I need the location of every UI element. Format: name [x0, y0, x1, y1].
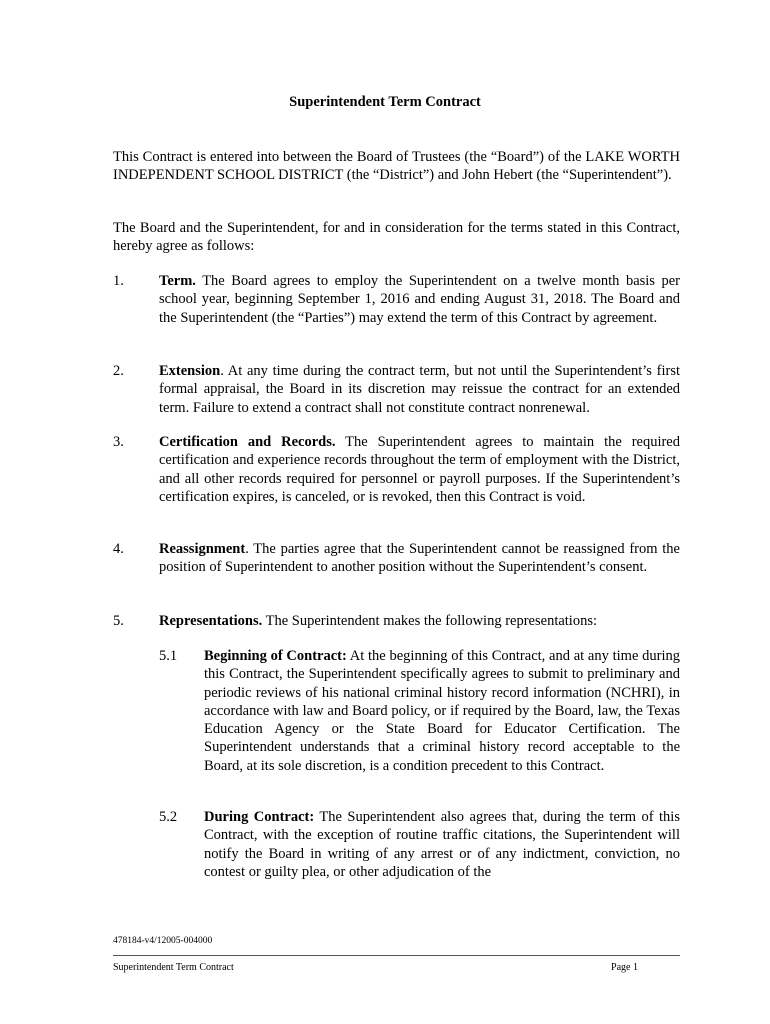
section-text: . At any time during the contract term, but not until the Superintendent’s first formal appraisal, the Board in its discretion may reissue the contract for an extended term. Failure to extend a contract shall not constitute contract nonrenewal. [159, 363, 680, 416]
agreement-paragraph: The Board and the Superintendent, for and in consideration for the terms stated in this Contract, hereby agree as follows: [113, 220, 680, 255]
section-number: 4. [113, 541, 124, 557]
section-heading: Reassignment [159, 541, 246, 557]
document-id: 478184-v4/12005-004000 [113, 936, 213, 946]
section-text: The Superintendent makes the following representations: [262, 613, 598, 629]
footer-divider [113, 955, 680, 956]
subsection-during-contract [159, 808, 680, 881]
subsection-text: The Superintendent also agrees that, during the term of this Contract, with the exception of routine traffic citations, the Superintendent will notify the Board in writing of any arrest or of any indictment, conviction, no contest or guilty plea, or other adjudication of the [204, 809, 680, 880]
section-text: . The parties agree that the Superintendent cannot be reassigned from the position of Superintendent to another position without the Superintendent’s consent. [159, 541, 680, 576]
subsection-beginning-of-contract [159, 647, 680, 775]
subsection-heading: Beginning of Contract: [204, 648, 347, 664]
section-representations [113, 612, 680, 630]
section-number: 1. [113, 273, 124, 289]
section-reassignment [113, 540, 680, 577]
section-number: 3. [113, 434, 124, 450]
subsection-text: At the beginning of this Contract, and at any time during this Contract, the Superintendent specifically agrees to submit to preliminary and periodic reviews of his national criminal history record information (NCHRI), in accordance with law and Board policy, or if required by the Board, law, the Texas Education Agency or the State Board for Educator Certification. The Superintendent understands that a criminal history record acceptable to the Board, at its sole discretion, is a condition precedent to this Contract. [204, 648, 680, 774]
section-heading: Extension [159, 363, 221, 379]
subsection-number: 5.1 [159, 648, 178, 664]
page-number: Page 1 [611, 962, 638, 973]
section-heading: Representations. [159, 613, 263, 629]
section-text: The Board agrees to employ the Superintendent on a twelve month basis per school year, beginning September 1, 2016 and ending August 31, 2018. The Board and the Superintendent (the “Parties”) may extend the term of this Contract by agreement. [159, 273, 680, 326]
section-certification [113, 433, 680, 506]
section-term [113, 272, 680, 327]
section-text: The Superintendent agrees to maintain the required certification and experience records throughout the term of employment with the District, and all other records required for personnel or payroll purposes. If the Superintendent’s certification expires, is canceled, or is revoked, then this Contract is void. [159, 434, 680, 505]
section-extension [113, 362, 680, 417]
page-title: Superintendent Term Contract [289, 94, 481, 110]
section-number: 5. [113, 613, 124, 629]
subsection-number: 5.2 [159, 809, 178, 825]
section-heading: Term. [159, 273, 196, 289]
section-number: 2. [113, 363, 124, 379]
intro-paragraph: This Contract is entered into between the Board of Trustees (the “Board”) of the LAKE WORTH INDEPENDENT SCHOOL DISTRICT (the “District”) and John Hebert (the “Superintendent”). [113, 149, 680, 184]
section-heading: Certification and Records. [159, 434, 336, 450]
subsection-heading: During Contract: [204, 809, 315, 825]
footer-title: Superintendent Term Contract [113, 962, 234, 973]
